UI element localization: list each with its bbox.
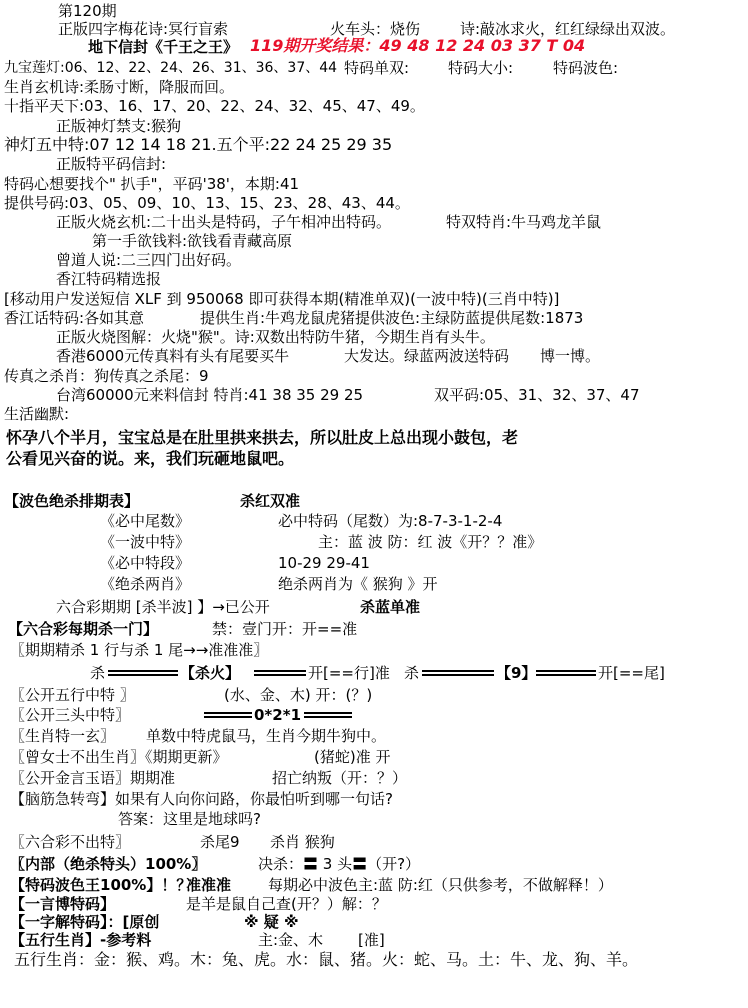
kill-two-value: 绝杀两肖为《 猴狗 》开 — [278, 575, 438, 593]
five-element-zodiac-list: 五行生肖：金：猴、鸡。木：兔、虎。水：鼠、猪。火：蛇、马。土：牛、龙、狗、羊。 — [14, 950, 639, 969]
train-head: 火车头：烧伤 — [330, 20, 421, 38]
zodiac-poem: 生肖玄机诗:柔肠寸断，降服而回。 — [4, 78, 235, 96]
provided-zodiacs: 提供生肖:牛鸡龙鼠虎猪提供波色:主绿防蓝提供尾数:1873 — [200, 309, 584, 327]
golden-words-label: 〖公开金言玉语〗期期准 — [10, 769, 176, 787]
kill-blue-single: 杀蓝单准 — [360, 598, 421, 616]
five-element-label: 〖公开五行中特 〗 — [10, 686, 135, 704]
kill-element-tail-title: 〖期期精杀 1 行与杀 1 尾→→准准准〗 — [10, 641, 269, 659]
kill-nine: 【9】 — [496, 664, 537, 682]
taiwan-material: 台湾60000元来料信封 特肖:41 38 35 29 25 — [56, 386, 364, 404]
no-special-label: 〖六合彩不出特〗 — [10, 833, 131, 851]
ten-fingers-numbers: 十指平天下:03、16、17、20、22、24、32、45、47、49。 — [4, 97, 425, 115]
must-segment-label: 《必中特段》 — [100, 554, 191, 572]
kill-one-door-label: 【六合彩每期杀一门】 — [8, 620, 159, 638]
double-flat-numbers: 双平码:05、31、32、37、47 — [434, 386, 640, 404]
kill-one-door-value: 禁：壹门开：开==准 — [212, 620, 358, 638]
wave-king-label: 【特码波色王100%】！？ — [10, 876, 192, 894]
fire-illustration: 正版火烧图解：火烧"猴"。诗:双数出特防牛猪，今期生肖有头牛。 — [56, 328, 495, 346]
odd-even-label: 特码单双: — [344, 59, 410, 77]
three-head-label: 〖公开三头中特〗 — [10, 706, 131, 724]
lamp-five-numbers: 神灯五中特:07 12 14 18 21.五个平:22 24 25 29 35 — [4, 135, 393, 154]
size-label: 特码大小: — [448, 59, 514, 77]
try-luck: 博一博。 — [540, 347, 601, 365]
humor-text-line2: 公看见兴奋的说。来，我们玩砸地鼠吧。 — [6, 449, 295, 468]
meihua-poem: 正版四字梅花诗:冥行盲索 — [58, 20, 229, 38]
issue-number: 第120期 — [58, 2, 117, 20]
one-char-value: ※ 疑 ※ — [244, 913, 299, 931]
first-hand-material: 第一手欲钱料:欲钱看青藏高原 — [92, 232, 293, 250]
provided-numbers: 提供号码:03、05、09、10、13、15、23、28、43、44。 — [4, 194, 410, 212]
double-line-divider — [254, 670, 306, 676]
brain-teaser: 【脑筋急转弯】如果有人向你问路，你最怕听到哪一句话? — [10, 790, 393, 808]
sms-promo: [移动用户发送短信 XLF 到 950068 即可获得本期(精准单双)(一波中特)(三肖中特)] — [4, 290, 560, 308]
underground-envelope: 地下信封《千王之王》 — [88, 38, 239, 56]
fire-mystery: 正版火烧玄机:二十出头是特码，子午相冲出特码。 — [56, 213, 392, 231]
kill-fire: 【杀火】 — [180, 664, 241, 682]
kill-two-label: 《绝杀两肖》 — [100, 575, 191, 593]
poem-line: 诗:敲冰求火，红红绿绿出双波。 — [460, 20, 676, 38]
must-segment-value: 10-29 29-41 — [278, 554, 370, 572]
double-line-divider — [536, 670, 596, 676]
five-zodiac-label: 【五行生肖】-参考料 — [10, 931, 152, 949]
brain-teaser-answer: 答案：这里是地球吗? — [118, 810, 261, 828]
open-element: 开[==行]准 — [308, 664, 390, 682]
one-word-value: 是羊是鼠自己查(开？）解：？ — [186, 895, 387, 913]
five-zodiac-main: 主:金、木 — [258, 931, 324, 949]
one-wave-label: 《一波中特》 — [100, 533, 191, 551]
zodiac-mystery-value: 单数中特虎鼠马，生肖今期牛狗中。 — [146, 727, 387, 745]
one-char-label: 【一字解特码】：[原创 — [10, 913, 160, 931]
green-blue-waves: 大发达。绿蓝两波送特码 — [344, 347, 510, 365]
one-wave-value: 主：蓝 波 防：红 波《开？？准》 — [318, 533, 543, 551]
ms-zeng-value: (猪蛇)准 开 — [314, 748, 391, 766]
must-tail-label: 《必中尾数》 — [100, 512, 191, 530]
golden-words-value: 招亡纳叛（开：？） — [272, 769, 408, 787]
lotus-lamp-numbers: 九宝莲灯:06、12、22、24、26、31、36、37、44 — [4, 60, 338, 76]
humor-text-line1: 怀孕八个半月，宝宝总是在肚里拱来拱去，所以肚皮上总出现小鼓包，老 — [6, 428, 519, 447]
fax-kill: 传真之杀肖：狗传真之杀尾：9 — [4, 367, 209, 385]
kill-monkey-dog: 杀肖 猴狗 — [270, 833, 335, 851]
pickpocket-hint: 特码心想要找个" 扒手"，平码'38'，本期:41 — [4, 175, 300, 193]
internal-kill-value: 决杀：〓 3 头〓（开?） — [258, 855, 421, 873]
five-zodiac-accurate: [准] — [358, 931, 385, 949]
hongkong-saying: 香江话特码:各如其意 — [4, 309, 145, 327]
special-zodiacs: 特双特肖:牛马鸡龙羊鼠 — [446, 213, 602, 231]
open-tail: 开[==尾] — [598, 664, 665, 682]
kill-red-double: 杀红双准 — [240, 492, 301, 510]
draw-result-banner: 119期开奖结果：49 48 12 24 03 37 T 04 — [250, 36, 586, 55]
hongkong-selection: 香江特码精选报 — [56, 270, 162, 288]
kill-tail-nine: 杀尾9 — [200, 833, 240, 851]
double-line-divider — [108, 670, 178, 676]
wave-color-label: 特码波色: — [553, 59, 619, 77]
humor-label: 生活幽默: — [4, 405, 70, 423]
zodiac-mystery-label: 〖生肖特一玄〗 — [10, 727, 116, 745]
wave-king-accurate: 准准准 — [186, 876, 232, 894]
taoist-says: 曾道人说:二三四门出好码。 — [56, 251, 242, 269]
three-head-value: 0*2*1 — [254, 706, 301, 724]
must-tail-value: 必中特码（尾数）为:8-7-3-1-2-4 — [278, 512, 503, 530]
special-envelope: 正版特平码信封: — [56, 155, 167, 173]
double-line-divider — [204, 712, 252, 718]
kill-label-1: 杀 — [90, 664, 106, 682]
wave-king-value: 每期必中波色主:蓝 防:红（只供参考，不做解释！） — [268, 876, 613, 894]
internal-kill-label: 〖内部（绝杀特头）100%〗 — [10, 855, 207, 873]
lamp-forbidden: 正版神灯禁支:猴狗 — [56, 117, 182, 135]
hk-fax-material: 香港6000元传真料有头有尾要买牛 — [56, 347, 290, 365]
double-line-divider — [422, 670, 494, 676]
one-word-label: 【一言博特码】 — [10, 895, 116, 913]
ms-zeng-label: 〖曾女士不出生肖〗《期期更新》 — [10, 748, 228, 766]
kill-label-2: 杀 — [404, 664, 420, 682]
double-line-divider — [304, 712, 352, 718]
five-element-value: (水、金、木) 开：(？) — [224, 686, 373, 704]
wave-kill-table-title: 【波色绝杀排期表】 — [4, 492, 140, 510]
half-wave-kill: 六合彩期期 [杀半波] 】→已公开 — [56, 598, 270, 616]
